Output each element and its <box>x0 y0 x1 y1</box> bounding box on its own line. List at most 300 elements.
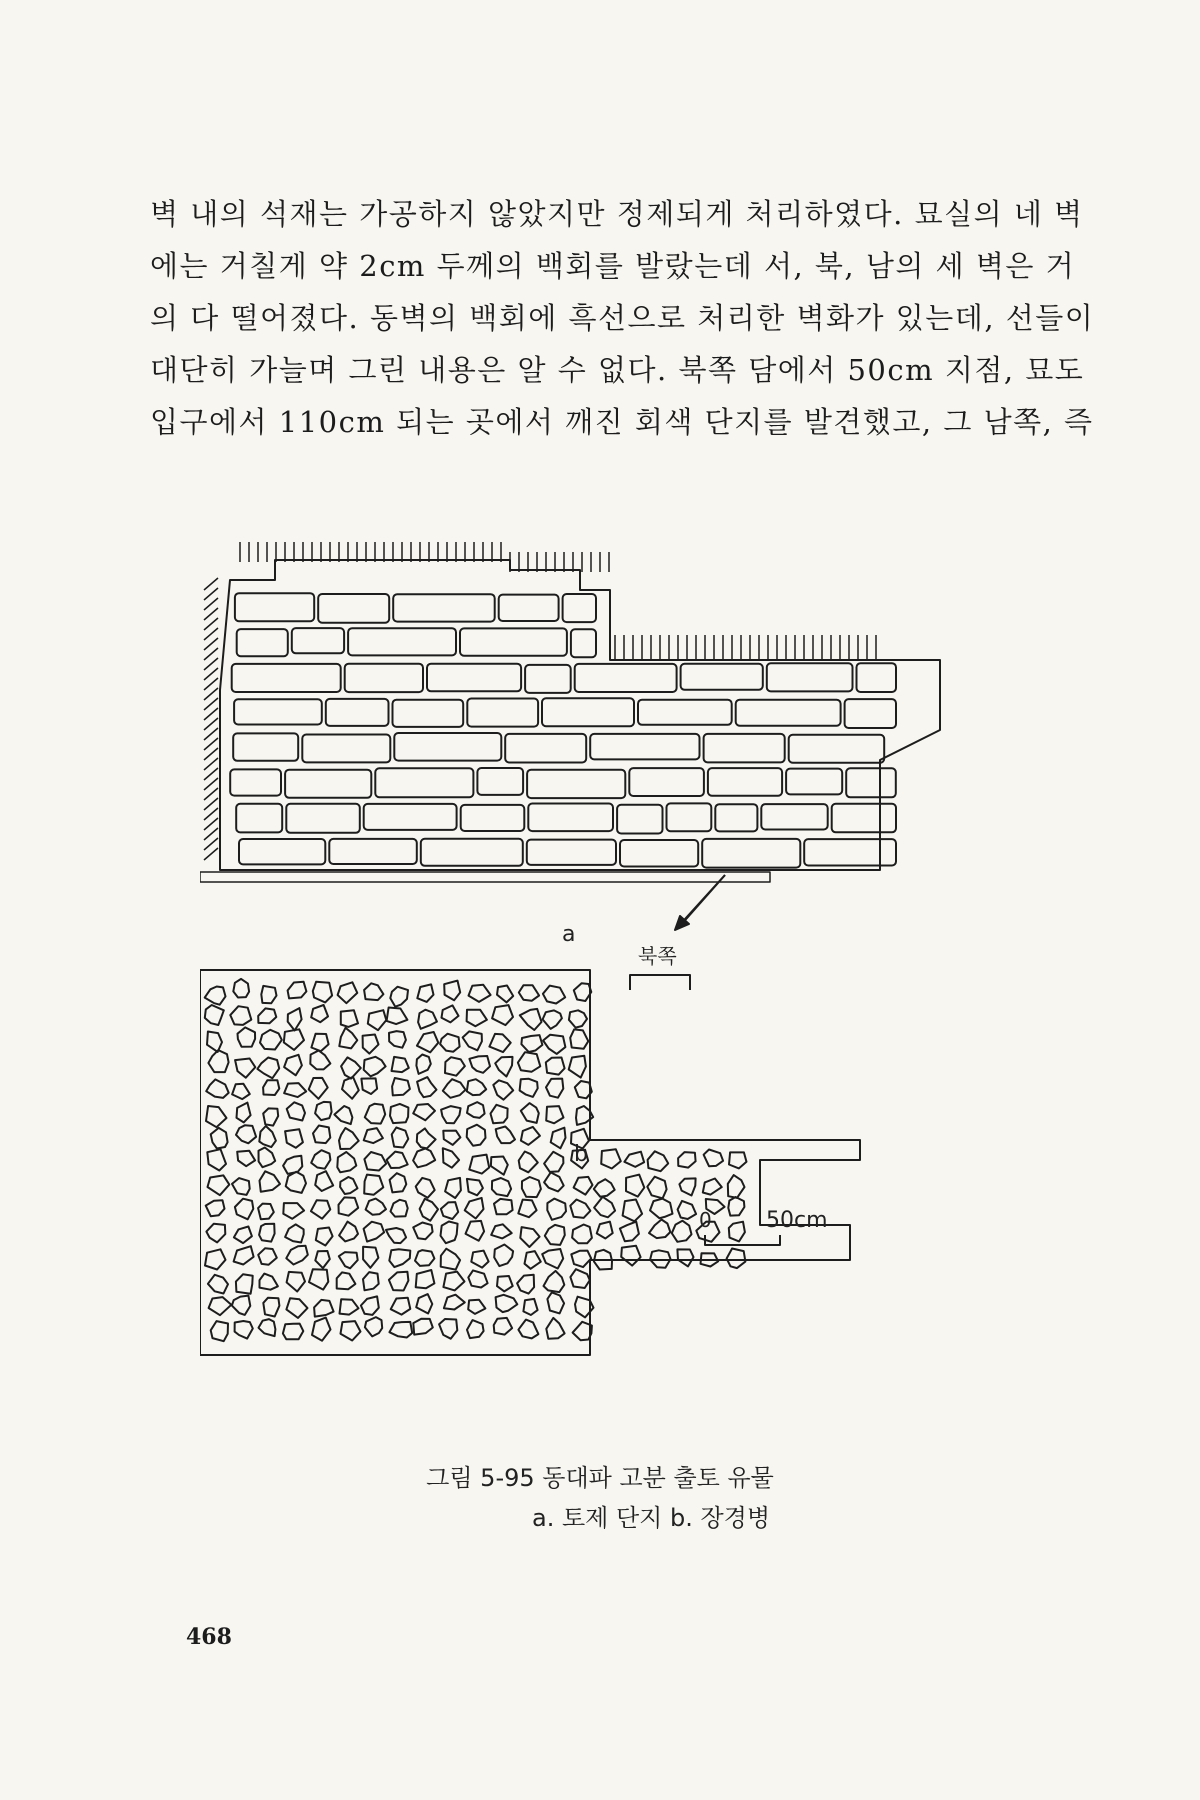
floor-stone <box>521 1035 542 1052</box>
floor-stone <box>211 1321 228 1341</box>
hatch-line <box>204 788 218 800</box>
floor-stone <box>207 1149 226 1170</box>
wall-stone <box>233 733 298 760</box>
wall-stone <box>230 769 281 795</box>
wall-stone <box>329 839 417 864</box>
hatch-line <box>204 608 218 620</box>
floor-stone <box>208 1175 230 1195</box>
floor-stone <box>525 1251 541 1269</box>
wall-stone <box>590 734 699 760</box>
floor-stone <box>520 1227 539 1247</box>
floor-stone <box>390 1104 408 1123</box>
floor-stone <box>260 1030 282 1050</box>
floor-stone <box>469 1155 489 1174</box>
hatch-line <box>204 718 218 730</box>
wall-stone <box>285 770 371 798</box>
wall-stone <box>667 803 712 831</box>
floor-stone <box>444 1295 465 1310</box>
floor-stone <box>624 1152 644 1167</box>
floor-stone <box>492 1005 513 1025</box>
floor-stone <box>234 1227 252 1244</box>
floor-stone <box>392 1128 409 1148</box>
floor-stone <box>678 1152 696 1168</box>
floor-stone <box>728 1175 745 1198</box>
wall-stone <box>845 699 896 728</box>
wall-stone <box>638 700 732 725</box>
hatch-line <box>204 838 218 850</box>
floor-stone <box>205 987 226 1005</box>
hatch-line <box>204 818 218 830</box>
stone-wall-drawing <box>200 520 1020 1440</box>
wall-stone <box>302 735 390 763</box>
floor-stone <box>260 1274 278 1290</box>
floor-stone <box>311 1200 330 1219</box>
hatch-line <box>204 738 218 750</box>
floor-stone <box>679 1178 695 1195</box>
floor-stone <box>471 1251 488 1268</box>
wall-stone <box>364 804 457 830</box>
wall-stone <box>704 734 785 763</box>
label-b: b <box>574 1142 588 1167</box>
floor-stone <box>467 1079 486 1095</box>
floor-stone <box>439 1319 457 1339</box>
body-paragraph <box>150 188 1095 448</box>
wall-stone <box>525 665 571 693</box>
floor-stone <box>569 1010 587 1027</box>
floor-stone <box>309 1078 328 1099</box>
floor-stone <box>650 1199 673 1219</box>
floor-stone <box>339 1128 359 1149</box>
floor-stone <box>287 1272 305 1292</box>
floor-stone <box>261 986 276 1003</box>
floor-stone <box>364 1057 386 1077</box>
wall-stone <box>846 768 896 797</box>
floor-stone <box>234 1246 254 1264</box>
floor-stone <box>206 1106 227 1127</box>
hatch-line <box>204 778 218 790</box>
floor-stone <box>206 1079 229 1098</box>
wall-stone <box>236 804 282 833</box>
floor-stone <box>259 1319 276 1336</box>
floor-stone <box>519 1152 538 1173</box>
scale-zero: 0 <box>699 1208 712 1232</box>
floor-stone <box>543 1010 562 1029</box>
hatch-line <box>204 748 218 760</box>
wall-stone <box>286 804 360 833</box>
floor-stone <box>259 1148 276 1168</box>
hatch-line <box>204 698 218 710</box>
wall-stone <box>571 629 596 657</box>
hatch-line <box>204 658 218 670</box>
floor-stone <box>497 986 513 1003</box>
hatch-line <box>204 848 218 860</box>
floor-stone <box>365 1317 382 1336</box>
floor-stone <box>284 1029 304 1050</box>
floor-stone <box>467 1125 486 1146</box>
floor-stone <box>309 1269 328 1289</box>
floor-stone <box>519 985 539 1001</box>
floor-stone <box>237 1151 255 1167</box>
hatch-line <box>204 678 218 690</box>
floor-stone <box>441 1202 458 1219</box>
floor-stone <box>518 1200 536 1218</box>
floor-stone <box>543 986 565 1004</box>
wall-stone <box>832 804 896 833</box>
floor-stone <box>441 1106 461 1123</box>
floor-stone <box>545 1225 565 1245</box>
floor-stone <box>623 1200 643 1222</box>
floor-stone <box>621 1246 640 1266</box>
floor-stone <box>570 1029 588 1048</box>
floor-stone <box>386 1228 406 1243</box>
floor-stone <box>389 1272 409 1291</box>
floor-stone <box>467 1102 485 1118</box>
floor-stone <box>339 1028 357 1049</box>
floor-stone <box>729 1152 747 1168</box>
floor-stone <box>413 1104 435 1120</box>
floor-stone <box>232 1084 250 1099</box>
floor-stone <box>364 1175 383 1195</box>
floor-stone <box>440 1034 460 1052</box>
floor-stone <box>364 1128 383 1143</box>
wall-stone <box>528 804 613 832</box>
floor-stone <box>310 1051 330 1070</box>
floor-stone <box>387 1152 408 1168</box>
floor-stone <box>263 1108 278 1125</box>
floor-stone <box>520 1079 538 1097</box>
floor-stone <box>287 1102 305 1120</box>
floor-stone <box>728 1197 744 1216</box>
hatch-line <box>204 798 218 810</box>
floor-stone <box>235 1059 255 1078</box>
wall-stone <box>715 804 757 831</box>
floor-stone <box>417 1032 438 1052</box>
floor-stone <box>315 1251 330 1268</box>
floor-stone <box>492 1178 511 1196</box>
floor-stone <box>620 1222 639 1242</box>
floor-stone <box>258 1248 277 1265</box>
floor-stone <box>363 1035 379 1054</box>
floor-stone <box>495 1057 512 1077</box>
hatch-line <box>204 768 218 780</box>
hatch-line <box>204 618 218 630</box>
floor-stone <box>209 1297 232 1315</box>
floor-stone <box>678 1201 697 1219</box>
floor-stone <box>544 1271 565 1292</box>
floor-stone <box>364 1152 386 1171</box>
wall-stone <box>394 733 501 761</box>
floor-stone <box>542 1249 563 1269</box>
wall-stone <box>857 663 897 692</box>
label-a: a <box>562 922 576 947</box>
floor-stone <box>572 1225 592 1244</box>
floor-stone <box>232 1178 250 1195</box>
body-line: 대단히 가늘며 그린 내용은 알 수 없다. 북쪽 담에서 50cm 지점, 묘도 <box>150 353 1085 387</box>
floor-stone <box>546 1058 565 1075</box>
floor-stone <box>236 1125 256 1143</box>
body-line: 입구에서 110cm 되는 곳에서 깨진 회색 단지를 발견했고, 그 남쪽, 즉 <box>150 405 1094 439</box>
wall-stone <box>702 839 800 868</box>
floor-stone <box>238 1027 256 1046</box>
floor-stone <box>463 1031 482 1050</box>
floor-stone <box>283 1324 303 1340</box>
floor-stone <box>208 1275 228 1294</box>
floor-stone <box>413 1319 433 1335</box>
figure-caption: 그림 5-95 동대파 고분 출토 유물 <box>426 1464 774 1492</box>
floor-stone <box>233 979 249 998</box>
floor-stone <box>494 1199 513 1214</box>
floor-stone <box>468 1270 487 1287</box>
floor-stone <box>522 1177 541 1197</box>
floor-stone <box>727 1249 746 1269</box>
wall-stone <box>542 698 634 726</box>
floor-stone <box>497 1276 513 1291</box>
floor-stone <box>389 1322 412 1338</box>
wall-stone <box>629 768 704 796</box>
wall-stone <box>789 735 885 763</box>
floor-stone <box>416 1178 435 1198</box>
floor-stone <box>392 1078 410 1095</box>
floor-stone <box>626 1175 644 1197</box>
floor-stone <box>283 1156 302 1174</box>
floor-stone <box>288 1008 302 1030</box>
floor-stone <box>207 1032 222 1052</box>
floor-stone <box>546 1318 564 1339</box>
floor-stone <box>417 1077 436 1097</box>
floor-stone <box>368 1010 387 1030</box>
floor-stone <box>314 1300 334 1317</box>
floor-stone <box>467 1010 487 1026</box>
wall-stone <box>620 840 698 867</box>
wall-stone <box>786 769 842 795</box>
floor-stone <box>316 1228 333 1246</box>
wall-stone <box>234 699 322 724</box>
wall-stone <box>563 594 596 622</box>
floor-stone <box>286 1172 306 1193</box>
floor-stone <box>337 1272 356 1289</box>
floor-stone <box>315 1102 332 1120</box>
hatch-line <box>204 638 218 650</box>
floor-stone <box>339 1197 359 1215</box>
floor-stone <box>544 1172 564 1191</box>
floor-stone <box>518 1320 538 1339</box>
fill-hatching <box>204 542 876 860</box>
floor-stone <box>206 1200 225 1216</box>
wall-stone <box>477 768 523 795</box>
floor-stone <box>544 1152 563 1172</box>
wall-stone <box>767 663 853 691</box>
wall-stone <box>427 664 521 692</box>
hatch-line <box>204 588 218 600</box>
floor-stone <box>574 1177 593 1195</box>
floor-stone <box>469 985 491 1002</box>
floor-stone <box>288 982 307 999</box>
hatch-line <box>204 808 218 820</box>
hatch-line <box>204 628 218 640</box>
floor-stone <box>284 1055 302 1076</box>
floor-stone <box>391 1200 408 1217</box>
floor-stone <box>263 1080 279 1095</box>
floor-stone <box>361 1296 379 1315</box>
floor-stone <box>230 1006 251 1025</box>
floor-stone <box>547 1292 564 1313</box>
floor-stone <box>441 1249 460 1270</box>
floor-stone <box>466 1221 485 1241</box>
floor-stone <box>257 1058 279 1079</box>
floor-stone <box>594 1197 615 1218</box>
floor-stone <box>494 1245 513 1267</box>
floor-stone <box>205 1005 224 1025</box>
hatch-line <box>204 648 218 660</box>
scale-length: 50cm <box>766 1208 828 1233</box>
wall-stone <box>575 664 677 692</box>
floor-stone <box>417 1128 436 1148</box>
floor-stone <box>649 1220 670 1239</box>
floor-stone <box>597 1222 613 1239</box>
north-label: 북쪽 <box>638 944 677 968</box>
floor-stone <box>418 1010 437 1029</box>
floor-stone <box>315 1171 333 1191</box>
floor-stone <box>469 1056 490 1073</box>
hatch-line <box>204 688 218 700</box>
floor-stone <box>571 1251 591 1268</box>
floor-stone <box>389 1031 406 1048</box>
wall-stone <box>393 700 464 727</box>
floor-stone <box>570 1269 589 1288</box>
floor-stone <box>496 1127 515 1144</box>
floor-stone <box>391 1298 411 1315</box>
floor-stone <box>493 1080 513 1099</box>
wall-stone <box>708 768 782 796</box>
floor-stone <box>491 1157 508 1175</box>
floor-stone <box>521 1103 539 1123</box>
hatch-line <box>204 828 218 840</box>
floor-stone <box>417 984 433 1002</box>
wall-stone <box>804 839 896 865</box>
body-line: 에는 거칠게 약 2cm 두께의 백회를 발랐는데 서, 북, 남의 세 벽은 거 <box>150 249 1076 283</box>
floor-stone <box>551 1128 566 1149</box>
floor-stone <box>390 987 408 1007</box>
floor-strip <box>200 872 770 882</box>
floor-stone <box>258 1008 276 1023</box>
floor-stone <box>236 1274 253 1293</box>
wall-stone <box>235 593 314 621</box>
floor-stone <box>443 1079 466 1098</box>
floor-stone <box>465 1198 484 1219</box>
floor-stone <box>211 1128 228 1149</box>
floor-stone <box>366 1199 386 1215</box>
wall-stone <box>421 839 523 866</box>
wall-stone <box>467 699 538 727</box>
floor-stone <box>704 1150 724 1167</box>
floor-stone <box>363 1247 378 1268</box>
floor-stone <box>286 1246 308 1265</box>
floor-stone <box>341 1057 361 1078</box>
floor-stone <box>647 1177 666 1199</box>
floor-stone <box>337 1152 356 1172</box>
wall-stone <box>237 629 288 656</box>
wall-stone <box>318 594 389 623</box>
floor-stone <box>363 1272 379 1290</box>
floor-stone <box>677 1249 693 1266</box>
floor-stone <box>389 1249 410 1267</box>
floor-stone <box>259 1224 275 1242</box>
floor-stone <box>445 1057 465 1076</box>
floor-stone <box>523 1299 537 1315</box>
floor-stone <box>546 1079 563 1098</box>
floor-stone <box>340 1299 359 1314</box>
floor-stone <box>443 1131 460 1145</box>
floor-stone <box>443 1272 464 1291</box>
floor-stone <box>311 1034 328 1052</box>
floor-stone <box>311 1005 328 1022</box>
wall-stone <box>393 594 495 621</box>
plan-stones <box>205 979 747 1341</box>
floor-stone <box>517 1275 534 1294</box>
floor-stone <box>311 1150 330 1169</box>
floor-stone <box>467 1179 483 1195</box>
floor-stone <box>341 1321 361 1340</box>
floor-stone <box>232 1296 250 1315</box>
floor-stone <box>285 1129 303 1148</box>
wall-stone <box>527 840 616 865</box>
wall-stone <box>505 734 586 763</box>
wall-stone <box>326 699 389 726</box>
elevation-stones <box>230 593 896 867</box>
floor-stone <box>489 1034 510 1052</box>
floor-stone <box>496 1295 518 1312</box>
wall-stone <box>761 804 827 829</box>
floor-stone <box>339 1252 358 1268</box>
wall-stone <box>461 805 525 831</box>
floor-stone <box>341 1010 358 1027</box>
floor-stone <box>237 1103 251 1123</box>
body-line: 의 다 떨어졌다. 동벽의 백회에 흑선으로 처리한 벽화가 있는데, 선들이 <box>150 301 1095 335</box>
floor-stone <box>729 1222 745 1242</box>
floor-stone <box>416 1055 430 1074</box>
floor-stone <box>518 1052 540 1072</box>
floor-stone <box>283 1203 304 1219</box>
wall-stone <box>292 628 344 653</box>
floor-stone <box>313 1126 330 1144</box>
figure-caption-subtitle: a. 토제 단지 b. 장경병 <box>532 1504 771 1532</box>
floor-stone <box>520 1009 542 1030</box>
floor-stone <box>338 982 358 1003</box>
floor-stone <box>259 1126 276 1147</box>
floor-stone <box>235 1199 253 1220</box>
floor-stone <box>286 1298 307 1318</box>
floor-stone <box>468 1300 485 1314</box>
floor-stone <box>420 1199 438 1221</box>
floor-stone <box>491 1224 512 1238</box>
hatch-line <box>204 668 218 680</box>
floor-stone <box>416 1270 435 1288</box>
floor-stone <box>574 983 592 1001</box>
floor-stone <box>569 1056 586 1078</box>
hatch-line <box>204 578 218 590</box>
floor-stone <box>413 1149 435 1168</box>
floor-stone <box>340 1177 357 1194</box>
floor-stone <box>208 1050 228 1072</box>
floor-stone <box>390 1173 407 1192</box>
floor-stone <box>284 1083 306 1097</box>
floor-stone <box>206 1224 225 1243</box>
wall-stone <box>232 664 341 692</box>
floor-stone <box>648 1151 669 1171</box>
floor-stone <box>443 1148 459 1168</box>
hatch-line <box>204 758 218 770</box>
floor-stone <box>546 1106 563 1123</box>
